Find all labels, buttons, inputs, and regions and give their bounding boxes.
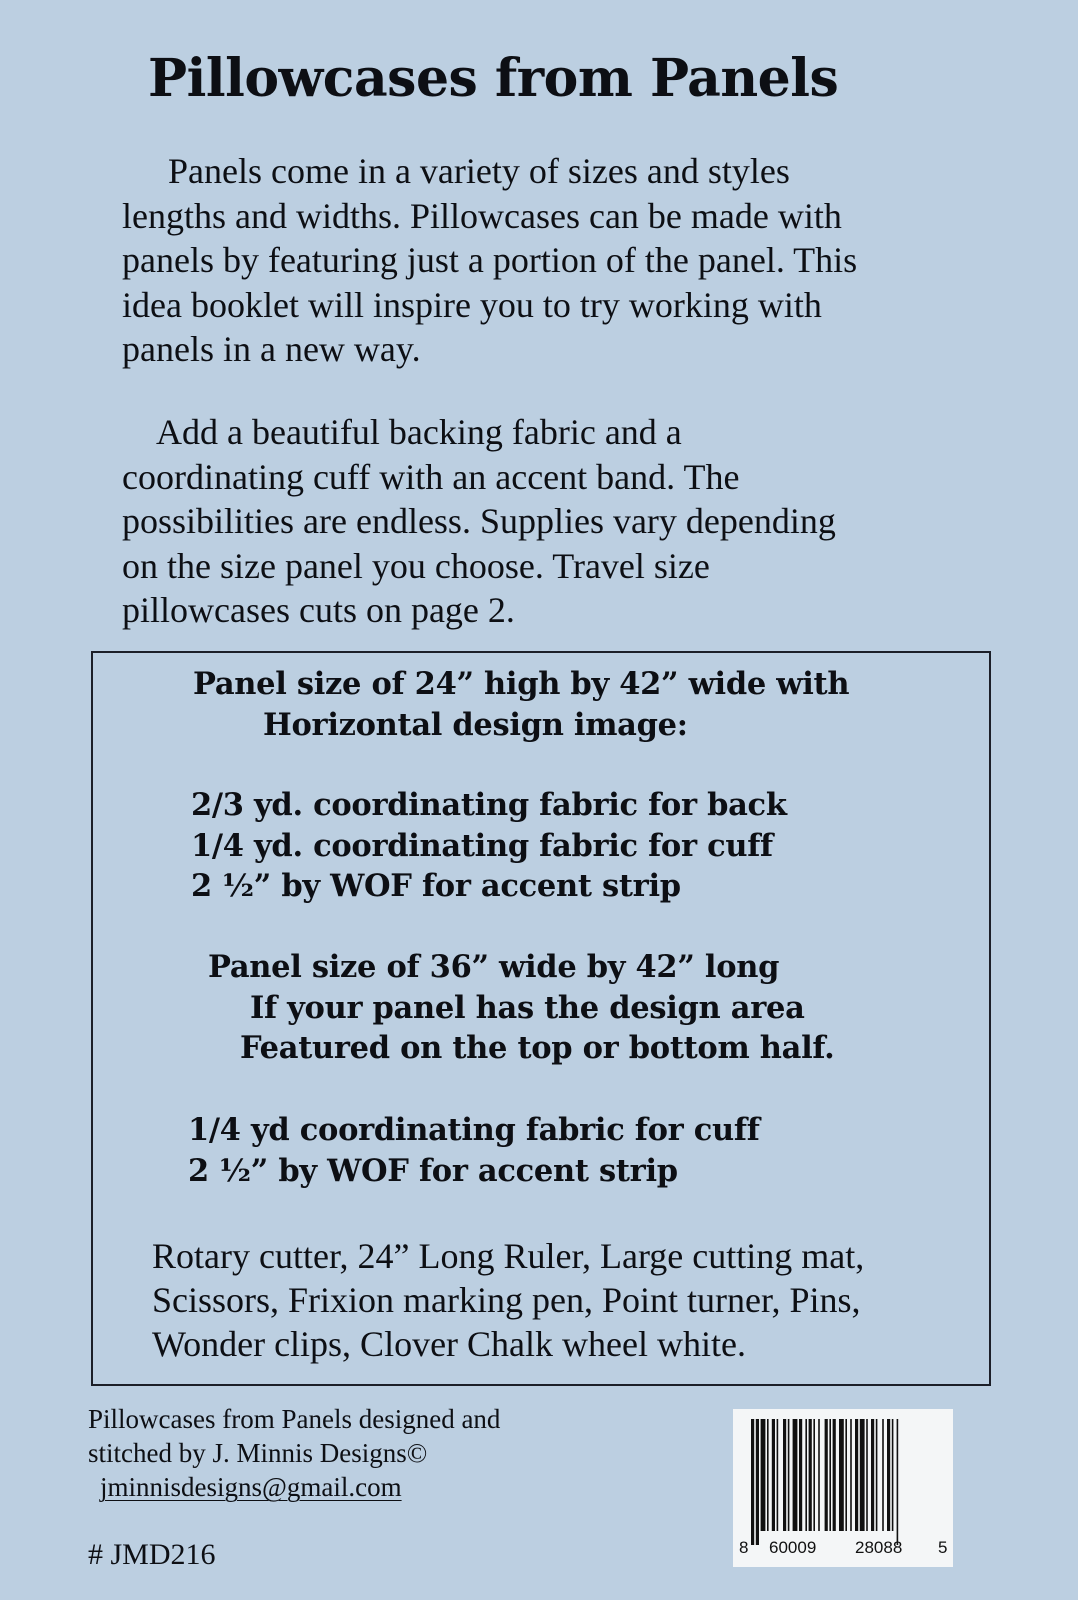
barcode-bar: [818, 1419, 820, 1531]
intro-line: lengths and widths. Pillowcases can be made with: [122, 195, 842, 236]
barcode-group-2: 28088: [855, 1538, 903, 1557]
barcode-bar: [799, 1419, 802, 1531]
fabric-list-1: [191, 785, 787, 907]
barcode-bar: [777, 1419, 779, 1531]
barcode-bar: [887, 1419, 890, 1531]
supplies-line: Scissors, Frixion marking pen, Point turner, Pins,: [152, 1280, 861, 1320]
barcode-bar: [767, 1419, 769, 1531]
intro-line: Add a beautiful backing fabric and a: [156, 412, 682, 452]
intro-line: panels in a new way.: [122, 329, 421, 369]
heading-line: Horizontal design image:: [263, 706, 688, 743]
supplies-line: Wonder clips, Clover Chalk wheel white.: [152, 1324, 746, 1364]
barcode-group-1: 60009: [769, 1538, 817, 1557]
barcode: [733, 1409, 953, 1567]
credit-line: stitched by J. Minnis Designs©: [88, 1438, 428, 1468]
intro-line: panels by featuring just a portion of the panel. This: [122, 240, 858, 280]
barcode-bar: [892, 1419, 894, 1531]
page-title: Pillowcases from Panels: [148, 48, 839, 109]
barcode-bar: [761, 1419, 766, 1531]
heading-line: Featured on the top or bottom half.: [240, 1030, 835, 1066]
barcode-bar: [756, 1419, 759, 1545]
intro-line: possibilities are endless. Supplies vary depending: [122, 501, 836, 541]
barcode-bar: [850, 1419, 852, 1531]
credit-line: Pillowcases from Panels designed and: [88, 1404, 501, 1434]
barcode-bar: [783, 1419, 786, 1531]
barcode-digit-left: 8: [739, 1538, 749, 1557]
barcode-bar: [825, 1419, 828, 1531]
barcode-bar: [845, 1419, 847, 1531]
heading-line: Panel size of 24” high by 42” wide with: [193, 666, 850, 702]
barcode-bar: [839, 1419, 844, 1531]
barcode-bar: [813, 1419, 815, 1531]
barcode-bar: [876, 1419, 878, 1531]
panel-size-heading-1: [193, 664, 849, 745]
barcode-bar: [860, 1419, 865, 1531]
pattern-code: # JMD216: [88, 1538, 216, 1571]
designer-credit: [88, 1402, 500, 1504]
barcode-digits: [733, 1538, 953, 1560]
supplies-line: Rotary cutter, 24” Long Ruler, Large cutting mat,: [152, 1236, 865, 1276]
barcode-bars: [747, 1419, 939, 1545]
barcode-digit-right: 5: [938, 1538, 948, 1557]
barcode-bar: [793, 1419, 798, 1531]
requirements-box: [91, 651, 991, 1386]
intro-line: on the size panel you choose. Travel size: [122, 545, 710, 586]
barcode-bar: [866, 1419, 868, 1531]
email-link[interactable]: jminnisdesigns@gmail.com: [100, 1472, 402, 1502]
intro-line: idea booklet will inspire you to try working with: [122, 284, 822, 325]
barcode-bar: [772, 1419, 775, 1531]
barcode-bar: [809, 1419, 812, 1531]
intro-line: coordinating cuff with an accent band. The: [122, 456, 740, 497]
barcode-bar: [882, 1419, 884, 1531]
intro-line: Panels come in a variety of sizes and styles: [168, 151, 790, 191]
barcode-bar: [829, 1419, 831, 1531]
list-item: 2/3 yd. coordinating fabric for back: [191, 787, 787, 823]
fabric-list-2: [188, 1110, 760, 1191]
list-item: 1/4 yd coordinating fabric for cuff: [188, 1112, 760, 1148]
barcode-bar: [897, 1419, 899, 1545]
list-item: 1/4 yd. coordinating fabric for cuff: [191, 827, 773, 864]
list-item: 2 ½” by WOF for accent strip: [188, 1152, 678, 1189]
heading-line: If your panel has the design area: [250, 989, 805, 1026]
barcode-bar: [855, 1419, 858, 1531]
intro-paragraph-1: [122, 149, 1002, 372]
barcode-bar: [805, 1419, 807, 1531]
barcode-bar: [833, 1419, 836, 1531]
panel-size-heading-2: [208, 947, 834, 1069]
barcode-bar: [871, 1419, 874, 1531]
supplies-list: [152, 1234, 864, 1366]
list-item: 2 ½” by WOF for accent strip: [191, 868, 681, 904]
barcode-bar: [751, 1419, 754, 1545]
heading-line: Panel size of 36” wide by 42” long: [208, 949, 780, 985]
intro-line: pillowcases cuts on page 2.: [122, 590, 515, 630]
intro-paragraph-2: [122, 410, 1002, 633]
barcode-bar: [788, 1419, 790, 1531]
